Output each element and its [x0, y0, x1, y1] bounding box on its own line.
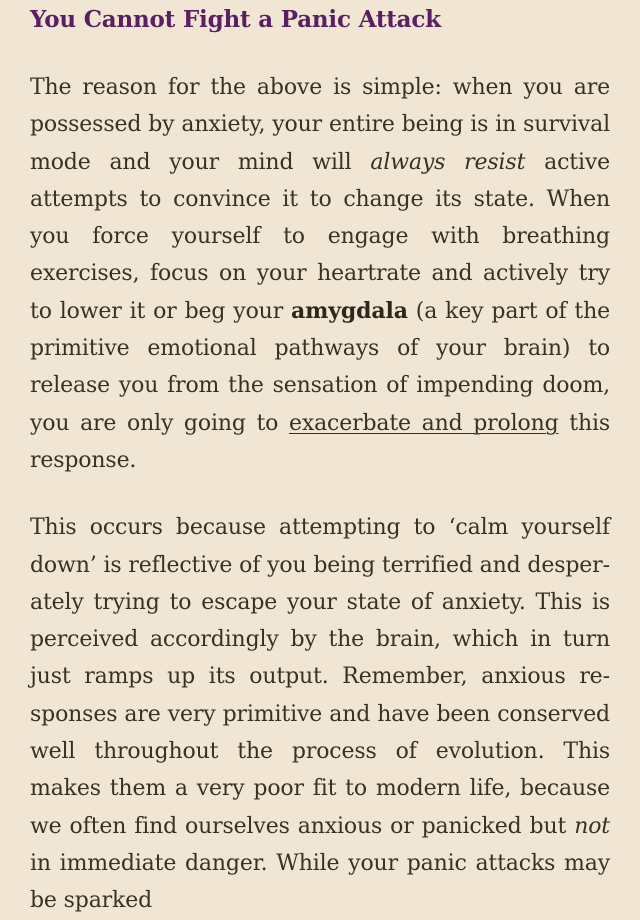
paragraph-2-text-b: in immediate danger. While your panic attacks may be sparked	[30, 850, 610, 914]
paragraph-1-text-d: this response.	[30, 410, 610, 473]
paragraph-1-text-c: (a key part of the primitive emotional pathways of your brain) to release you from the sensation of impending doom, you are only going to	[30, 298, 610, 436]
paragraph-1-text-b: active attempts to convince it to change its state. When you force yourself to engage with breathing exercises, focus on your heartrate and actively try to lower it or beg your	[30, 149, 610, 324]
emphasis-not: not	[574, 813, 610, 839]
paragraph-1-text-a: The reason for the above is simple: when you are possessed by anxiety, your entire being is in survival mode and your mind will	[30, 75, 610, 175]
paragraph-2-text-a: This occurs because attempting to ‘calm yourself down’ is reflective of you being terrified and desperately trying to escape your state of anxiety. This is perceived accordingly by the brain, which in turn just ramps up its output. Remember, anxious responses are very primitive and have been conserved well throughout the process of evolution. This makes them a very poor fit to modern life, because we often find ourselves anxious or panicked but	[30, 515, 610, 839]
exacerbate-prolong-link[interactable]: exacerbate and prolong	[288, 410, 559, 436]
section-heading: You Cannot Fight a Panic Attack	[30, 6, 441, 33]
bold-term-amygdala: amygdala	[291, 297, 408, 324]
paragraph-2	[30, 509, 610, 919]
emphasis-always-resist: always resist	[370, 149, 526, 175]
paragraph-1	[30, 69, 610, 479]
